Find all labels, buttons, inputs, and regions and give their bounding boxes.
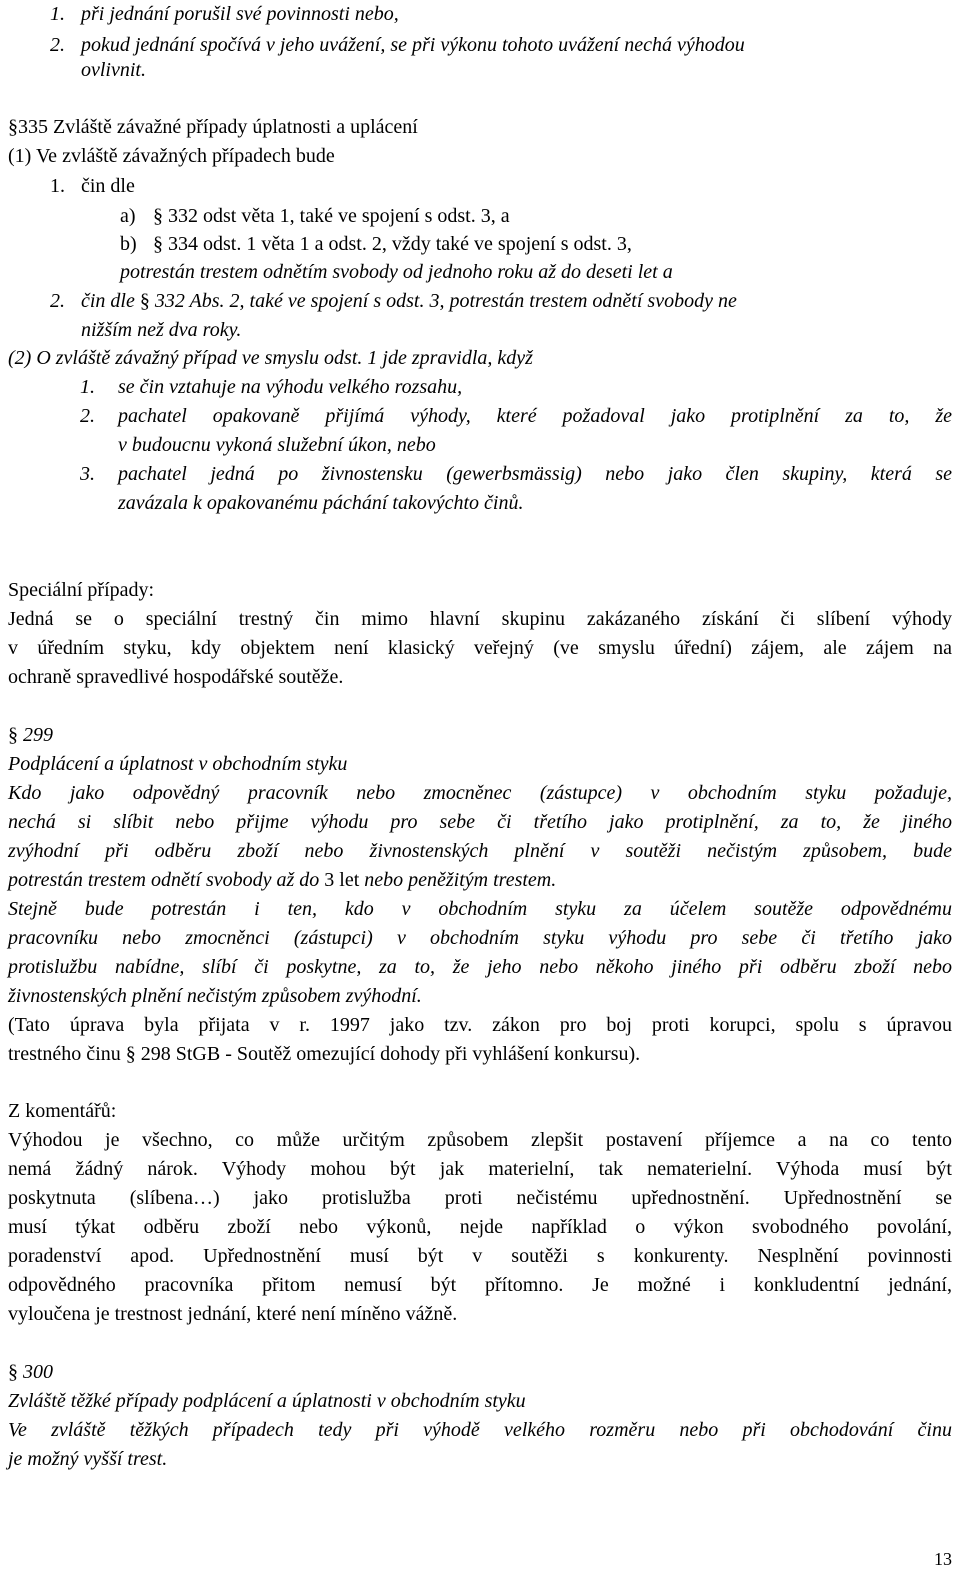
s299-number	[8, 723, 53, 747]
special-line: v úředním styku, kdy objektem není klasický veřejný (ve smyslu úřední) zájem, ale zájem na	[8, 637, 952, 659]
s300-number	[8, 1360, 53, 1384]
comments-heading: Z komentářů:	[8, 1100, 117, 1122]
s299-p2-line: Stejně bude potrestán i ten, kdo v obchodním styku za účelem soutěže odpovědnému	[8, 898, 952, 920]
text-italic: potrestán trestem odnětí svobody až do	[8, 869, 320, 891]
section-symbol: §	[125, 1043, 136, 1065]
s299-p2-line: protislužbu nabídne, slíbí či poskytne, za to, že jeho nebo někoho jiného při odběru zboží nebo	[8, 956, 952, 978]
s299-p1-line: zvýhodní při odběru zboží nebo živnostenských plnění v soutěži nečistým způsobem, bude	[8, 840, 952, 862]
list-number: 1.	[80, 376, 95, 398]
s335-condition-3-continuation: zavázala k opakovanému páchání takovýchto činů.	[118, 492, 524, 514]
list-text: se čin vztahuje na výhodu velkého rozsahu,	[118, 376, 463, 398]
item-label: b)	[120, 233, 137, 255]
s299-p1-line: Kdo jako odpovědný pracovník nebo zmocněnec (zástupce) v obchodním styku požaduje,	[8, 782, 952, 804]
text-italic: nebo peněžitým trestem.	[364, 869, 557, 891]
section-symbol: §	[139, 290, 150, 312]
comments-line: poradenství apod. Upřednostnění musí být v soutěži s konkurenty. Nesplnění povinnosti	[8, 1245, 952, 1267]
s335-p1-intro: (1) Ve zvláště závažných případech bude	[8, 145, 335, 167]
s335-item-2	[50, 289, 952, 313]
list-text-continuation: ovlivnit.	[81, 59, 146, 81]
s335-p2-intro: (2) O zvláště závažný případ ve smyslu odst. 1 jde zpravidla, když	[8, 347, 533, 369]
list-number: 2.	[80, 405, 95, 427]
s299-p3-last-line	[8, 1042, 640, 1066]
s299-p2-line: pracovníku nebo zmocněnci (zástupci) v obchodním styku výhodu pro sebe či třetího jako	[8, 927, 952, 949]
s335-item-b	[120, 232, 632, 256]
comments-line: Výhodou je všechno, co může určitým způsobem zlepšit postavení příjemce a na co tento	[8, 1129, 952, 1151]
s299-p1-last-line	[8, 868, 556, 892]
s299-title: Podplácení a úplatnost v obchodním styku	[8, 753, 348, 775]
list-text: pokud jednání spočívá v jeho uvážení, se při výkonu tohoto uvážení nechá výhodou	[81, 34, 745, 56]
special-line: Jedná se o speciální trestný čin mimo hlavní skupinu zakázaného získání či slíbení výhody	[8, 608, 952, 630]
top-list-item-2	[50, 33, 952, 57]
comments-line: musí týkat odběru zboží nebo výkonů, nejde například o výkon svobodného povolání,	[8, 1216, 952, 1238]
list-number: 1.	[50, 175, 65, 197]
s335-condition-3-text: pachatel jedná po živnostensku (gewerbsmässig) nebo jako člen skupiny, která se	[118, 463, 952, 485]
text-plain: 298 StGB - Soutěž omezující dohody při vyhlášení konkursu).	[140, 1043, 641, 1065]
s300-title: Zvláště těžké případy podplácení a úplatnosti v obchodním styku	[8, 1390, 526, 1412]
text-plain: trestného činu	[8, 1043, 121, 1065]
section-symbol: §	[8, 1361, 18, 1383]
text-plain: 3 let	[324, 869, 360, 891]
page-number: 13	[934, 1549, 952, 1569]
s300-line: Ve zvláště těžkých případech tedy při výhodě velkého rozměru nebo při obchodování činu	[8, 1419, 952, 1441]
item-text: čin dle	[81, 290, 135, 312]
list-number: 2.	[50, 34, 65, 56]
s335-heading	[8, 115, 418, 139]
section-symbol: §	[8, 724, 18, 746]
special-line: ochraně spravedlivé hospodářské soutěže.	[8, 666, 344, 688]
list-number: 1.	[50, 3, 65, 25]
s335-condition-2-text: pachatel opakovaně přijímá výhody, které požadoval jako protiplnění za to, že	[118, 405, 952, 427]
section-symbol: §	[153, 233, 163, 255]
s335-item-1	[50, 174, 135, 198]
list-text: čin dle	[81, 175, 135, 197]
item-text: 334 odst. 1 věta 1 a odst. 2, vždy také ve spojení s odst. 3,	[168, 233, 632, 255]
s335-condition-1	[80, 375, 463, 399]
s335-condition-2	[80, 404, 95, 428]
s335-item-a	[120, 204, 510, 228]
section-number: 299	[23, 724, 53, 746]
s299-p1-line: nechá si slíbit nebo přijme výhodu pro sebe či třetího jako protiplnění, za to, že jiného	[8, 811, 952, 833]
item-text: 332 odst věta 1, také ve spojení s odst. 3, a	[168, 205, 510, 227]
top-list-item-1	[50, 2, 399, 26]
s335-condition-3	[80, 462, 95, 486]
comments-line: odpovědného pracovníka přitom nemusí být přítomno. Je možné i konkludentní jednání,	[8, 1274, 952, 1296]
comments-line: poskytnuta (slíbena…) jako protislužba proti nečistému upřednostnění. Upřednostnění se	[8, 1187, 952, 1209]
s299-p2-line: živnostenských plnění nečistým způsobem zvýhodní.	[8, 985, 422, 1007]
section-number: 300	[23, 1361, 53, 1383]
section-symbol: §	[8, 116, 18, 138]
comments-line: nemá žádný nárok. Výhody mohou být jak materielní, tak nematerielní. Výhoda musí být	[8, 1158, 952, 1180]
s299-p3-line: (Tato úprava byla přijata v r. 1997 jako tzv. zákon pro boj proti korupci, spolu s úpravou	[8, 1014, 952, 1036]
comments-line: vyloučena je trestnost jednání, které není míněno vážně.	[8, 1303, 458, 1325]
section-symbol: §	[153, 205, 163, 227]
s335-penalty-1: potrestán trestem odnětím svobody od jednoho roku až do deseti let a	[120, 261, 673, 283]
s335-item-2-continuation: nižším než dva roky.	[81, 319, 242, 341]
list-number: 2.	[50, 290, 65, 312]
special-heading: Speciální případy:	[8, 579, 155, 601]
item-text: 332 Abs. 2, také ve spojení s odst. 3, potrestán trestem odnětí svobody ne	[154, 290, 737, 312]
s300-line: je možný vyšší trest.	[8, 1448, 168, 1470]
item-label: a)	[120, 205, 136, 227]
list-text: při jednání porušil své povinnosti nebo,	[81, 3, 399, 25]
heading-text: 335 Zvláště závažné případy úplatnosti a uplácení	[18, 116, 418, 138]
list-number: 3.	[80, 463, 95, 485]
s335-condition-2-continuation: v budoucnu vykoná služební úkon, nebo	[118, 434, 436, 456]
